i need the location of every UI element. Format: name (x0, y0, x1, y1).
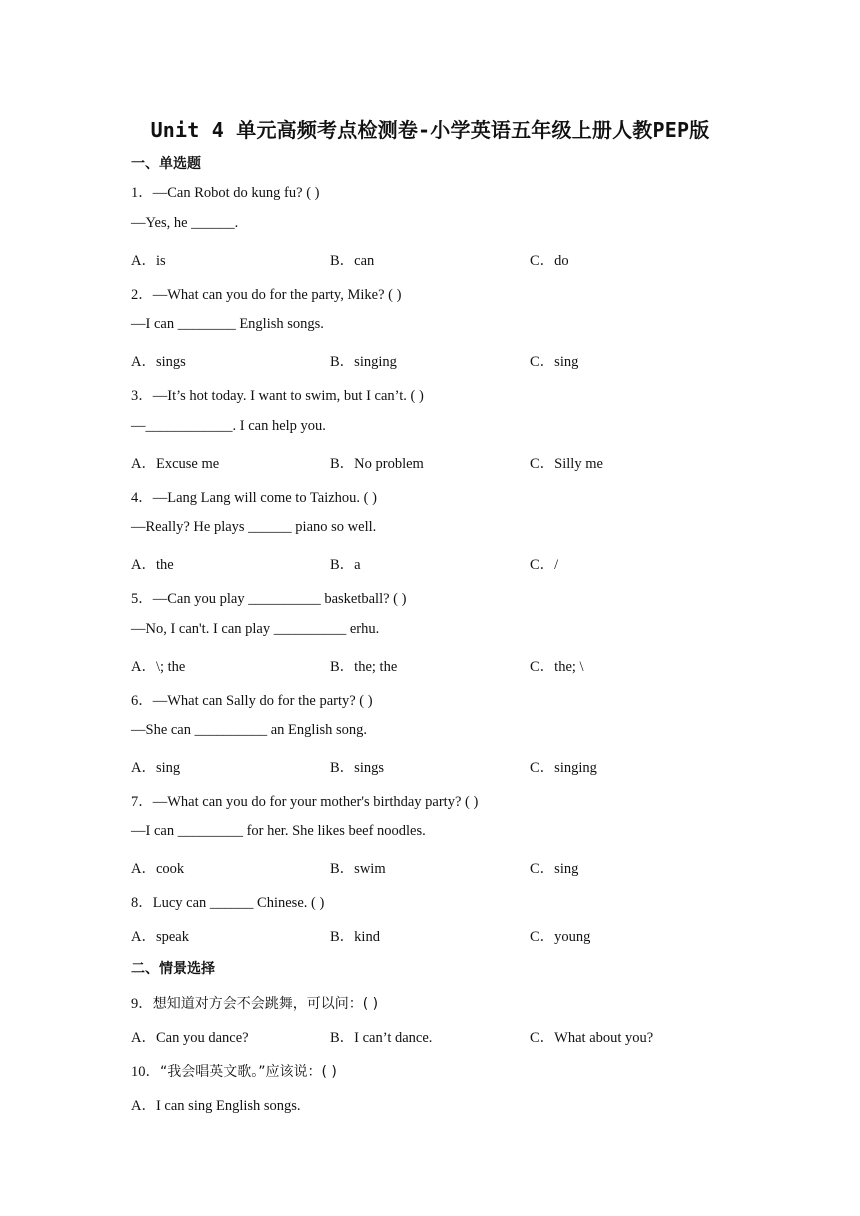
question-3-option-a: A．Excuse me (131, 456, 220, 472)
question-5-option-c: C．the; \ (530, 659, 584, 675)
section-heading-single-choice: 一、单选题 (131, 156, 201, 172)
question-6-reply: —She can __________ an English song. (131, 722, 368, 738)
question-4-option-c: C．/ (530, 557, 559, 573)
question-9-option-b: B．I can’t dance. (330, 1030, 433, 1046)
question-9-text: 想知道对方会不会跳舞，可以问：( ) (152, 996, 379, 1012)
question-2-option-b: B．singing (330, 354, 397, 370)
question-1-reply: —Yes, he ______. (131, 215, 239, 231)
section-heading-situational-choice: 二、情景选择 (131, 961, 215, 977)
question-2-option-a: A．sings (131, 354, 186, 370)
question-5-stem: 5．—Can you play __________ basketball? ( ) (131, 591, 407, 607)
question-5-option-b: B．the; the (330, 659, 398, 675)
question-8-option-c: C．young (530, 929, 591, 945)
question-10-option-a: A．I can sing English songs. (131, 1098, 301, 1114)
question-7-option-c: C．sing (530, 861, 579, 877)
question-10-number: 10． (131, 1064, 160, 1080)
question-4-stem: 4．—Lang Lang will come to Taizhou. ( ) (131, 490, 377, 506)
question-6-option-b: B．sings (330, 760, 384, 776)
question-7-reply: —I can _________ for her. She likes beef noodles. (131, 823, 426, 839)
question-8-option-a: A．speak (131, 929, 189, 945)
question-1-option-b: B．can (330, 253, 375, 269)
question-2-reply: —I can ________ English songs. (131, 316, 324, 332)
question-3-option-b: B．No problem (330, 456, 424, 472)
question-4-option-a: A．the (131, 557, 174, 573)
question-3-stem: 3．—It’s hot today. I want to swim, but I can’t. ( ) (131, 388, 424, 404)
question-9-option-a: A．Can you dance? (131, 1030, 249, 1046)
question-9-option-c: C．What about you? (530, 1030, 654, 1046)
question-4-reply: —Really? He plays ______ piano so well. (131, 519, 377, 535)
question-3-option-c: C．Silly me (530, 456, 603, 472)
question-2-stem: 2．—What can you do for the party, Mike? ( ) (131, 287, 402, 303)
question-7-stem: 7．—What can you do for your mother's birthday party? ( ) (131, 794, 479, 810)
question-9-stem (131, 992, 378, 1013)
question-1-stem: 1．—Can Robot do kung fu? ( ) (131, 185, 320, 201)
question-5-option-a: A．\; the (131, 659, 186, 675)
question-7-option-a: A．cook (131, 861, 185, 877)
question-1-option-a: A．is (131, 253, 166, 269)
question-10-text: “我会唱英文歌。”应该说：( ) (160, 1064, 337, 1080)
question-9-number: 9． (131, 996, 153, 1012)
question-4-option-b: B．a (330, 557, 361, 573)
question-1-option-c: C．do (530, 253, 569, 269)
document-title: Unit 4 单元高频考点检测卷-小学英语五年级上册人教PEP版 (150, 118, 710, 142)
question-10-stem (131, 1060, 337, 1081)
question-8-stem: 8．Lucy can ______ Chinese. ( ) (131, 895, 325, 911)
question-6-option-a: A．sing (131, 760, 181, 776)
question-2-option-c: C．sing (530, 354, 579, 370)
question-8-option-b: B．kind (330, 929, 380, 945)
question-6-option-c: C．singing (530, 760, 597, 776)
question-5-reply: —No, I can't. I can play __________ erhu. (131, 621, 380, 637)
question-7-option-b: B．swim (330, 861, 386, 877)
question-3-reply: —____________. I can help you. (131, 418, 326, 434)
question-6-stem: 6．—What can Sally do for the party? ( ) (131, 693, 373, 709)
